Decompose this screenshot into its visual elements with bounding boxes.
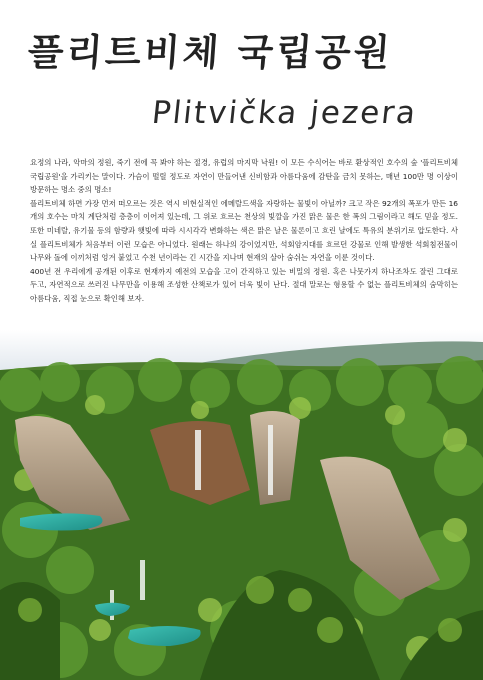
page-subtitle: Plitvička jezera bbox=[150, 95, 420, 131]
paragraph-closing: 400년 전 우리에게 공개된 이후로 현재까지 예전의 모습을 고이 간직하고 있는 비밀의 정원. 혹은 나뭇가지 하나조차도 잘린 그대로 두고, 자연적으로 쓰러진 나무만을 이용해 조성한 산책로가 있어 더욱 빛이 난다. 절대 말로는 형용할 수 없는 플리트비체의 숨막히는 아름다움, 직접 눈으로 확인해 보자. bbox=[30, 266, 458, 303]
paragraph-description: 플리트비체 하면 가장 먼저 떠오르는 것은 역시 비현실적인 에메랄드색을 자랑하는 물빛이 아닐까? 크고 작은 92개의 폭포가 만든 16개의 호수는 마치 계단처럼 층층이 이어져 있는데, 그 위로 흐르는 천상의 빛깔을 가진 맑은 물은 한 폭의 그림이라고 해도 믿을 정도. 또한 미네랄, 유기물 등의 함량과 햇빛에 따라 시시각각 변화하는 색은 맑은 날은 물론이고 흐린 날에도 특유의 분위기로 압도한다. 사실 플리트비체가 처음부터 이런 모습은 아니었다. 원래는 하나의 강이었지만, 석회암지대를 흐르던 강물로 인해 발생한 석회침전물이 나무와 돌에 이끼처럼 엉겨 붙었고 수천 년이라는 긴 시간을 지나며 현재의 살아 숨쉬는 자연을 이룬 것이다. bbox=[30, 198, 458, 263]
paragraph-intro: 요정의 나라, 악마의 정원, 죽기 전에 꼭 봐야 하는 절경, 유럽의 마지막 낙원! 이 모든 수식어는 바로 환상적인 호수의 숲 '플리트비체 국립공원'을 가리키는 말이다. 가슴이 떨릴 정도로 자연이 만들어낸 신비함과 아름다움에 감탄을 금치 못하는, 매년 100만 명 이상이 방문하는 명소 중의 명소! bbox=[30, 158, 458, 195]
page-title: 플리트비체 국립공원 bbox=[26, 31, 394, 74]
waterfall-lakes-photo bbox=[0, 330, 483, 680]
article-body bbox=[30, 156, 458, 306]
